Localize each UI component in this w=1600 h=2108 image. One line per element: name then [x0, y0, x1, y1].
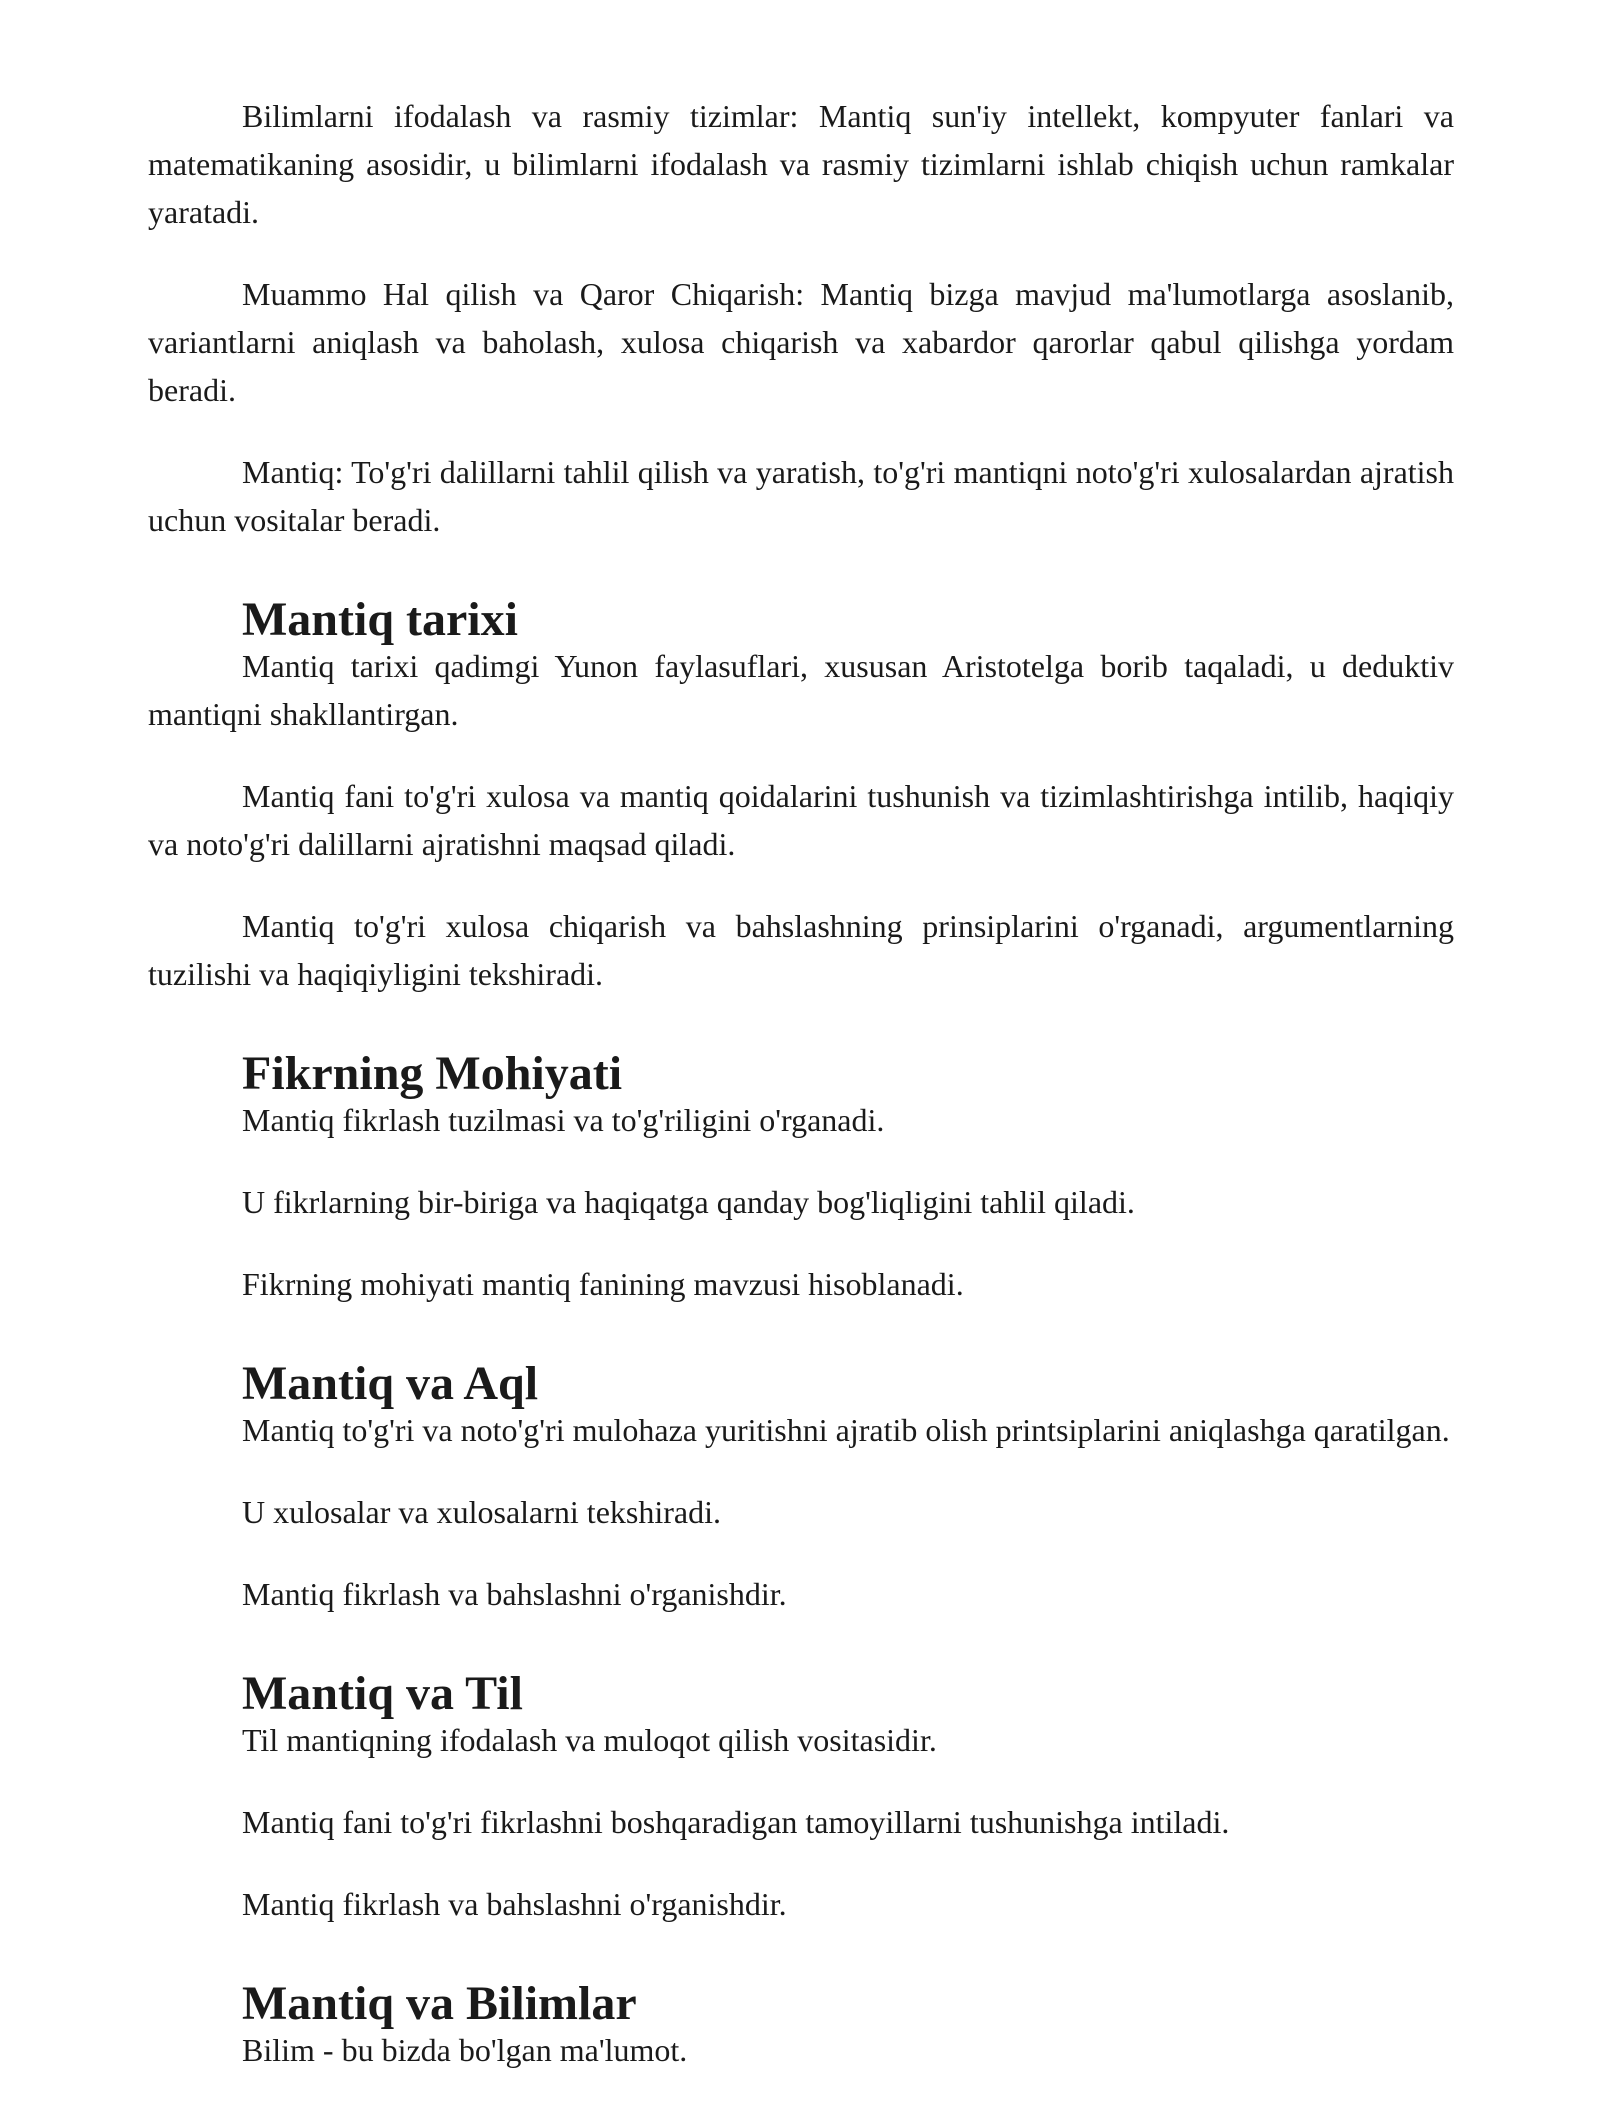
paragraph: Til mantiqning ifodalash va muloqot qilish vositasidir.: [242, 1722, 937, 1758]
paragraph: Mantiq to'g'ri xulosa chiqarish va bahslashning prinsiplarini o'rganadi, argumentlarning tuzilishi va haqiqiyligini tekshiradi.: [148, 908, 1454, 992]
section-heading: Mantiq va Til: [242, 1667, 523, 1720]
paragraph: Mantiq fikrlash va bahslashni o'rganishdir.: [242, 1576, 787, 1612]
section-fikrning-mohiyati: [148, 1047, 1454, 1308]
section-heading: Mantiq tarixi: [242, 593, 518, 646]
section-mantiq-tarixi: [148, 593, 1454, 998]
section-heading: Mantiq va Aql: [242, 1357, 539, 1410]
paragraph: Mantiq fikrlash va bahslashni o'rganishdir.: [242, 1886, 787, 1922]
paragraph: U xulosalar va xulosalarni tekshiradi.: [242, 1494, 721, 1530]
paragraph: Mantiq fikrlash tuzilmasi va to'g'riligini o'rganadi.: [242, 1102, 885, 1138]
section-mantiq-va-aql: [148, 1357, 1454, 1618]
paragraph: Mantiq: To'g'ri dalillarni tahlil qilish va yaratish, to'g'ri mantiqni noto'g'ri xulosalardan ajratish uchun vositalar beradi.: [148, 454, 1454, 538]
section-heading: Fikrning Mohiyati: [242, 1047, 623, 1100]
section-mantiq-va-bilimlar: [148, 1977, 1454, 2074]
paragraph: Mantiq fani to'g'ri xulosa va mantiq qoidalarini tushunish va tizimlashtirishga intilib, haqiqiy va noto'g'ri dalillarni ajratishni maqsad qiladi.: [148, 778, 1454, 862]
paragraph: Mantiq tarixi qadimgi Yunon faylasuflari, xususan Aristotelga borib taqaladi, u deduktiv mantiqni shakllantirgan.: [148, 648, 1454, 732]
paragraph: Bilim - bu bizda bo'lgan ma'lumot.: [242, 2032, 688, 2068]
section-heading: Mantiq va Bilimlar: [242, 1977, 637, 2030]
paragraph: Mantiq fani to'g'ri fikrlashni boshqaradigan tamoyillarni tushunishga intiladi.: [242, 1804, 1230, 1840]
intro-block: [148, 92, 1454, 544]
paragraph: Fikrning mohiyati mantiq fanining mavzusi hisoblanadi.: [242, 1266, 964, 1302]
paragraph: U fikrlarning bir-biriga va haqiqatga qanday bog'liqligini tahlil qiladi.: [242, 1184, 1135, 1220]
paragraph: Mantiq to'g'ri va noto'g'ri mulohaza yuritishni ajratib olish printsiplarini aniqlashga qaratilgan.: [242, 1412, 1450, 1448]
paragraph: Muammo Hal qilish va Qaror Chiqarish: Mantiq bizga mavjud ma'lumotlarga asoslanib, variantlarni aniqlash va baholash, xulosa chiqarish va xabardor qarorlar qabul qilishga yordam beradi.: [148, 276, 1454, 408]
document-page: [148, 92, 1454, 2108]
paragraph: Bilimlarni ifodalash va rasmiy tizimlar: Mantiq sun'iy intellekt, kompyuter fanlari va matematikaning asosidir, u bilimlarni ifodalash va rasmiy tizimlarni ishlab chiqish uchun ramkalar yaratadi.: [148, 98, 1454, 230]
section-mantiq-va-til: [148, 1667, 1454, 1928]
